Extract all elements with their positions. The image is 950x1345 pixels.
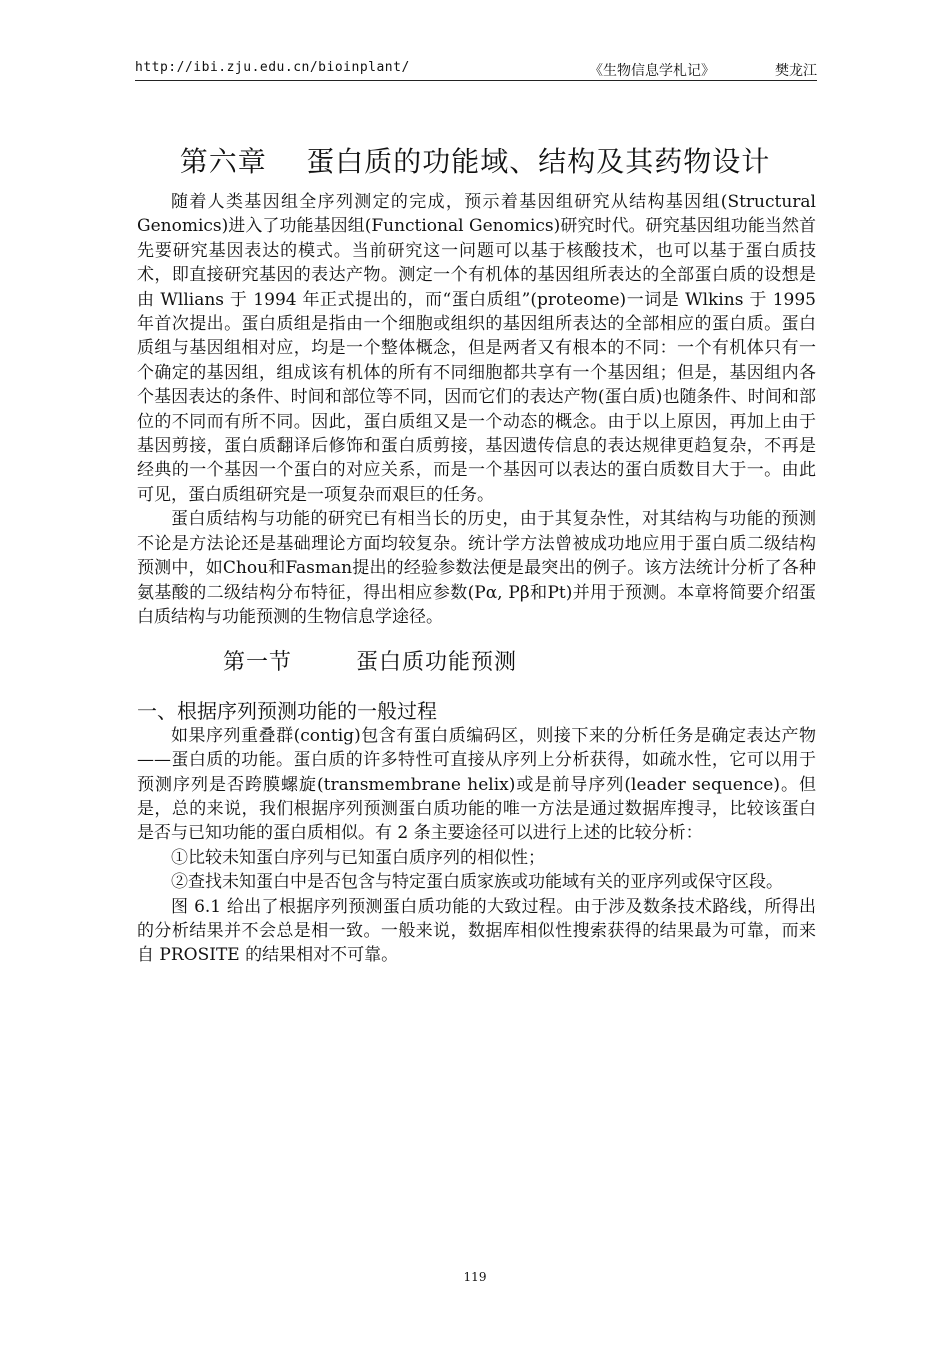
header-author: 樊龙江 <box>775 63 817 79</box>
section-heading <box>223 651 816 675</box>
page-number: 119 <box>463 1270 487 1284</box>
list-item-2: ②查找未知蛋白中是否包含与特定蛋白质家族或功能域有关的亚序列或保守区段。 <box>171 872 783 893</box>
paragraph-intro-2: 蛋白质结构与功能的研究已有相当长的历史，由于其复杂性，对其结构与功能的预测不论是方法论还是基础理论方面均较复杂。统计学方法曾被成功地应用于蛋白质二级结构预测中，如Chou和Fasman提出的经验参数法便是最突出的例子。该方法统计分析了各种氨基酸的二级结构分布特征，得出相应参数(Pα, Pβ和Pt)并用于预测。本章将简要介绍蛋白质结构与功能预测的生物信息学途径。 <box>137 509 816 627</box>
main-text <box>137 190 816 968</box>
paragraph-contig: 如果序列重叠群(contig)包含有蛋白质编码区，则接下来的分析任务是确定表达产物——蛋白质的功能。蛋白质的许多特性可直接从序列上分析获得，如疏水性，它可以用于预测序列是否跨膜螺旋(transmembrane helix)或是前导序列(leader sequence)。但是，总的来说，我们根据序列预测蛋白质功能的唯一方法是通过数据库搜寻，比较该蛋白是否与已知功能的蛋白质相似。有 2 条主要途径可以进行上述的比较分析： <box>137 725 816 844</box>
section-label: 第一节 <box>223 650 293 676</box>
section-title: 蛋白质功能预测 <box>356 650 518 676</box>
header-book-title: 《生物信息学札记》 <box>589 63 715 79</box>
list-item-1: ①比较未知蛋白序列与已知蛋白质序列的相似性； <box>171 847 545 868</box>
paragraph-intro-1: 随着人类基因组全序列测定的完成，预示着基因组研究从结构基因组(Structural Genomics)进入了功能基因组(Functional Genomics)研究时代。研究基因组功能当然首先要研究基因表达的模式。当前研究这一问题可以基于核酸技术，也可以基于蛋白质技术，即直接研究基因的表达产物。测定一个有机体的基因组所表达的全部蛋白质的设想是由 Wllians 于 1994 年正式提出的，而“蛋白质组”(proteome)一词是 Wlkins 于 1995 年首次提出。蛋白质组是指由一个细胞或组织的基因组所表达的全部相应的蛋白质。蛋白质组与基因组相对应，均是一个整体概念，但是两者又有根本的不同：一个有机体只有一个确定的基因组，组成该有机体的所有不同细胞都共享有一个基因组；但是，基因组内各个基因表达的条件、时间和部位等不同，因而它们的表达产物(蛋白质)也随条件、时间和部位的不同而有所不同。因此，蛋白质组又是一个动态的概念。由于以上原因，再加上由于基因剪接，蛋白质翻译后修饰和蛋白质剪接，基因遗传信息的表达规律更趋复杂，不再是经典的一个基因一个蛋白的对应关系，而是一个基因可以表达的蛋白质数目大于一。由此可见，蛋白质组研究是一项复杂而艰巨的任务。 <box>137 192 816 505</box>
paragraph-figure-ref: 图 6.1 给出了根据序列预测蛋白质功能的大致过程。由于涉及数条技术路线，所得出的分析结果并不会总是相一致。一般来说，数据库相似性搜索获得的结果最为可靠，而来自 PROSITE 的结果相对不可靠。 <box>137 896 816 966</box>
header-url[interactable]: http://ibi.zju.edu.cn/bioinplant/ <box>135 60 410 75</box>
subsection-heading: 一、根据序列预测功能的一般过程 <box>137 698 437 723</box>
page-header <box>135 60 817 81</box>
chapter-title: 第六章 蛋白质的功能域、结构及其药物设计 <box>179 145 771 178</box>
